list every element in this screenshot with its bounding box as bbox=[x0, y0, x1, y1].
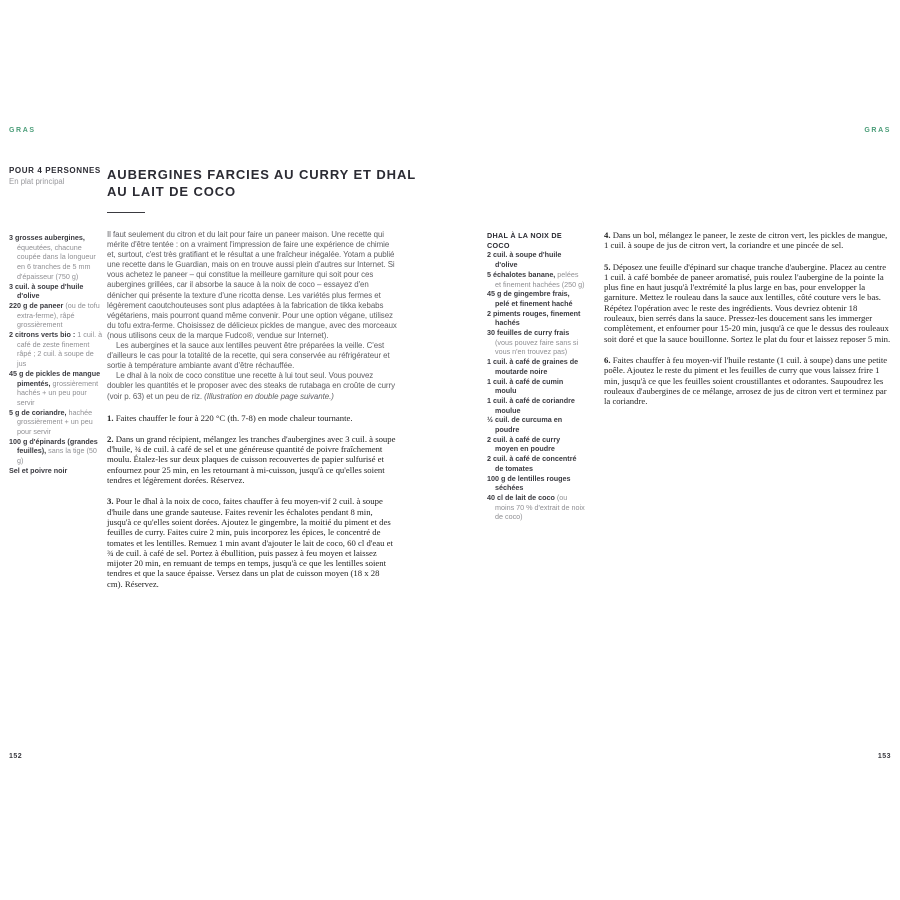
ingredient-item bbox=[487, 270, 585, 289]
ingredient-note: hachée grossièrement + un peu pour servir bbox=[17, 407, 93, 437]
serves-title: POUR 4 PERSONNES bbox=[9, 166, 101, 175]
ingredient-item bbox=[487, 357, 585, 376]
recipe-step: 3. Pour le dhal à la noix de coco, faites chauffer à feu moyen-vif 2 cuil. à soupe d'huile dans une grande sauteuse. Faites revenir les échalotes pendant 8 min, jusqu'à ce qu'elles soient dorées. Ajoutez le gingembre, la moitié du piment et des feuilles de curry. Faites cuire 2 min, puis incorporez les épices, le concentré de tomates et les lentilles. Remuez 1 min avant d'ajouter le lait de coco, 60 cl d'eau et ¾ de cuil. à café de sel. Portez à ébullition, puis passez à feu moyen et laissez mijoter 20 min, en remuant de temps en temps, jusqu'à ce que les lentilles soient tendres et que la sauce épaisse. Versez dans un plat de cuisson moyen (18 x 28 cm). Réservez. bbox=[107, 496, 393, 589]
intro-paragraph bbox=[107, 230, 397, 341]
ingredient-item bbox=[487, 289, 585, 308]
section-label-right: GRAS bbox=[864, 127, 891, 134]
ingredient-item bbox=[9, 233, 103, 282]
ingredient-name: 1 cuil. à café de cumin moulu bbox=[487, 376, 564, 396]
ingredient-note: (ou moins 70 % d'extrait de noix de coco) bbox=[495, 492, 585, 522]
ingredient-name: 2 cuil. à café de concentré de tomates bbox=[487, 454, 577, 473]
intro-text: Il faut seulement du citron et du lait pour faire un paneer maison. Une recette qui mérite d'être tentée : on a vraiment l'impression de faire une expérience de chimie et, surtout, c'est très gratifiant et le résultat a une fraîcheur inégalée. Yotam a publié une recette dans le Guardian, mais on en trouve aussi plein d'autres sur Internet. Si vous achetez le paneer – qui constitue la meilleure garniture qui soit pour ces aubergines grillées, car il absorbe la sauce à la noix de coco – essayez d'en dénicher qui présente la texture d'une ricotta dense. Les variétés plus fermes et légèrement caoutchouteuses sont plus adaptées à la fabrication de tikka kebabs végétariens, mais pourront quand même convenir. Pour une option végane, utilisez du tofu extra-ferme. Choisissez de délicieux pickles de mangue, avec des morceaux (nous utilisons ceux de la marque Fudco®, vendue sur Internet). bbox=[107, 230, 397, 340]
ingredient-item bbox=[487, 435, 585, 454]
ingredient-name: 45 g de gingembre frais, pelé et finement haché bbox=[487, 289, 573, 308]
page-number-right: 153 bbox=[877, 753, 891, 760]
ingredient-note: (ou de tofu extra-ferme), râpé grossièrement bbox=[17, 300, 100, 330]
ingredient-name: 220 g de paneer bbox=[9, 300, 64, 310]
ingredient-item bbox=[9, 408, 103, 437]
ingredient-name: 1 cuil. à café de coriandre moulue bbox=[487, 395, 575, 415]
ingredient-name: 40 cl de lait de coco bbox=[487, 492, 555, 502]
ingredient-item bbox=[9, 369, 103, 408]
step-number: 6. bbox=[604, 354, 611, 365]
recipe-step: 2. Dans un grand récipient, mélangez les tranches d'aubergines avec 3 cuil. à soupe d'huile, ¾ de cuil. à café de sel et une généreuse quantité de poivre fraîchement moulu. Étalez-les sur deux plaques de cuisson recouvertes de papier sulfurisé et enfournez pour 25 min, en les retournant à mi-cuisson, jusqu'à ce qu'elles soient tendres et légèrement dorées. Réservez. bbox=[107, 433, 396, 486]
right-text-column bbox=[604, 230, 892, 417]
ingredient-item bbox=[487, 250, 585, 269]
left-text-column bbox=[107, 230, 397, 600]
ingredient-name: Sel et poivre noir bbox=[9, 465, 68, 475]
ingredient-name: 45 g de pickles de mangue pimentés, bbox=[9, 368, 101, 388]
ingredients-dhal-header: DHAL À LA NOIX DE COCO bbox=[487, 231, 562, 250]
title-divider bbox=[107, 212, 145, 213]
ingredient-note: (vous pouvez faire sans si vous n'en trouvez pas) bbox=[495, 337, 579, 357]
ingredient-item bbox=[487, 474, 585, 493]
intro-text: Le dhal à la noix de coco constitue une recette à lui tout seul. Vous pouvez doubler les quantités et le proposer avec des steaks de rutabaga en croûte de curry (voir p. 63) et un peu de riz. bbox=[107, 371, 395, 401]
ingredient-item bbox=[9, 437, 103, 466]
ingredient-item bbox=[487, 309, 585, 328]
section-label-left: GRAS bbox=[9, 127, 36, 134]
ingredient-name: 2 piments rouges, finement hachés bbox=[487, 308, 581, 328]
recipe-step: 4. Dans un bol, mélangez le paneer, le zeste de citron vert, les pickles de mangue, 1 cuil. à soupe de jus de citron vert, la coriandre et une pincée de sel. bbox=[604, 230, 888, 251]
step-number: 4. bbox=[604, 230, 611, 240]
recipe-step: 6. Faites chauffer à feu moyen-vif l'huile restante (1 cuil. à soupe) dans une petite poêle. Ajoutez le reste du piment et les feuilles de curry que vous laissez frire 1 min, jusqu'à ce que les feuilles soient croustillantes et odorantes. Saupoudrez les rouleaux d'aubergines de ce mélange, arrosez de jus de citron vert et terminez par la coriandre. bbox=[604, 354, 888, 407]
ingredient-name: 100 g de lentilles rouges séchées bbox=[487, 473, 571, 493]
ingredient-name: 5 g de coriandre, bbox=[9, 407, 67, 417]
intro-paragraph bbox=[107, 341, 397, 371]
ingredient-item bbox=[487, 396, 585, 415]
recipe-title: AUBERGINES FARCIES AU CURRY ET DHAL AU LAIT DE COCO bbox=[107, 167, 416, 199]
ingredient-name: ½ cuil. de curcuma en poudre bbox=[487, 415, 563, 435]
step-number: 3. bbox=[107, 496, 114, 507]
recipe-intro bbox=[107, 230, 397, 402]
ingredient-name: 1 cuil. à café de graines de moutarde noire bbox=[487, 357, 579, 376]
intro-text: Les aubergines et la sauce aux lentilles peuvent être préparées la veille. C'est d'ailleurs le cas pour la totalité de la recette, qui sera conservée au réfrigérateur et sortie à température ambiante avant d'être réchauffée. bbox=[107, 341, 390, 371]
steps-right bbox=[604, 230, 892, 406]
ingredient-name: 30 feuilles de curry frais bbox=[487, 328, 570, 338]
ingredient-name: 2 citrons verts bio : bbox=[9, 330, 76, 340]
ingredient-name: 3 cuil. à soupe d'huile d'olive bbox=[9, 281, 84, 301]
ingredient-name: 5 échalotes banane, bbox=[487, 269, 556, 279]
steps-left bbox=[107, 413, 397, 589]
ingredient-item bbox=[487, 454, 585, 473]
ingredient-note: grossièrement hachés + un peu pour servir bbox=[17, 378, 99, 407]
ingredient-name: 100 g d'épinards (grandes feuilles), bbox=[9, 436, 98, 456]
ingredient-note: équeutées, chacune coupée dans la longueur en 6 tranches de 5 mm d'épaisseur (750 g) bbox=[17, 242, 96, 281]
page-number-left: 152 bbox=[9, 753, 23, 760]
ingredient-note: 1 cuil. à café de zeste finement râpé ; 2 cuil. à soupe de jus bbox=[17, 330, 103, 369]
ingredient-note: pelées et finement hachées (250 g) bbox=[495, 269, 585, 289]
step-number: 5. bbox=[604, 261, 611, 272]
serves-block bbox=[9, 166, 105, 186]
ingredient-item bbox=[9, 282, 103, 301]
ingredients-dhal-section bbox=[487, 231, 585, 522]
serves-subtitle: En plat principal bbox=[9, 177, 65, 186]
ingredient-name: 3 grosses aubergines, bbox=[9, 233, 85, 242]
ingredients-list-main bbox=[9, 233, 103, 476]
intro-paragraph bbox=[107, 371, 397, 401]
ingredient-item bbox=[487, 328, 585, 357]
ingredient-item bbox=[487, 415, 585, 434]
ingredient-item bbox=[9, 466, 103, 476]
ingredient-item bbox=[487, 493, 585, 522]
recipe-step: 5. Déposez une feuille d'épinard sur chaque tranche d'aubergine. Placez au centre 1 cuil. à café bombée de paneer aromatisé, puis roulez l'aubergine de la pointe la plus fine en haut jusqu'à l'extrémité la plus large en bas, pour envelopper la garniture. Mettez le rouleau dans la sauce aux lentilles, côté couture vers le bas. Répétez l'opération avec le reste des ingrédients. Vous devriez obtenir 18 rouleaux, bien serrés dans la sauce. Pressez-les doucement sans les immerger complètement, et enfourner pour 15-20 min, jusqu'à ce que le dessus des rouleaux soit doré et que la sauce bouillonne. Sortez le plat du four et laissez reposer 5 min. bbox=[604, 261, 891, 344]
recipe-step: 1. Faites chauffer le four à 220 °C (th. 7-8) en mode chaleur tournante. bbox=[107, 412, 353, 423]
ingredient-item bbox=[9, 301, 103, 330]
ingredient-item bbox=[9, 330, 103, 369]
ingredient-name: 2 cuil. à café de curry moyen en poudre bbox=[487, 434, 561, 454]
ingredients-list-dhal bbox=[487, 250, 585, 522]
step-number: 1. bbox=[107, 412, 114, 423]
ingredient-note: sans la tige (50 g) bbox=[17, 446, 97, 466]
step-number: 2. bbox=[107, 433, 114, 444]
ingredient-item bbox=[487, 377, 585, 396]
ingredient-name: 2 cuil. à soupe d'huile d'olive bbox=[487, 250, 562, 270]
intro-italic-note: (Illustration en double page suivante.) bbox=[204, 391, 334, 401]
